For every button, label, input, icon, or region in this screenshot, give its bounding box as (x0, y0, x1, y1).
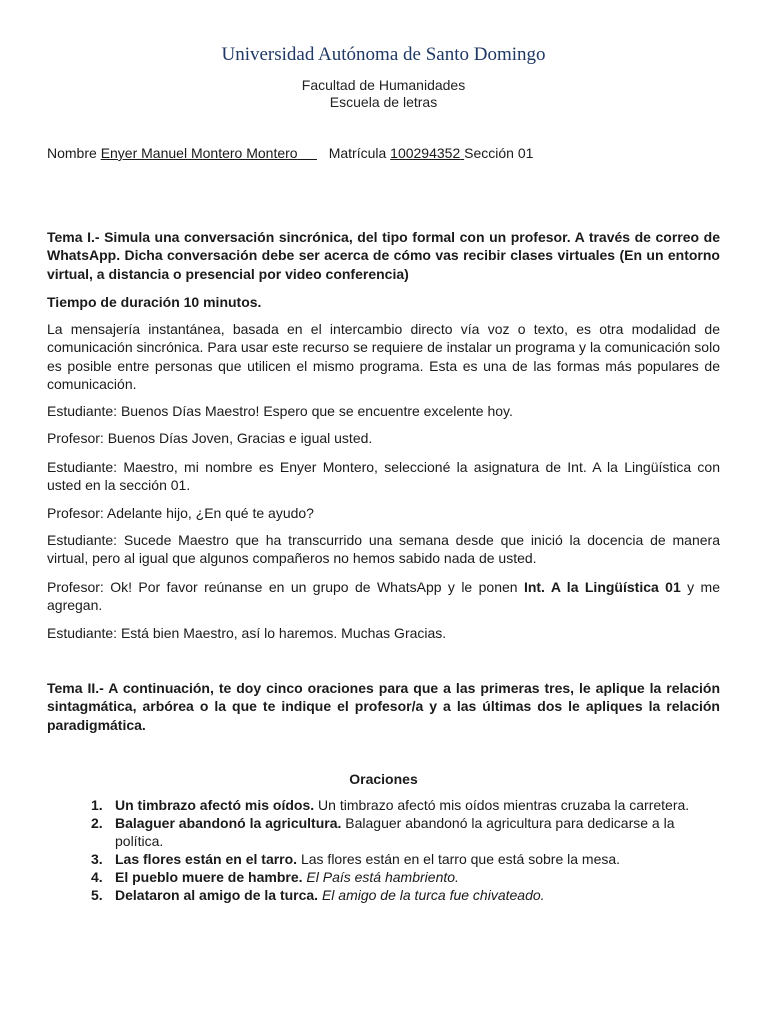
student-info-line (47, 145, 720, 161)
list-item: 5. Delataron al amigo de la turca. El amigo de la turca fue chivateado. (91, 886, 545, 903)
sentence-list (47, 797, 720, 905)
matricula-value: 100294352 (390, 145, 461, 161)
section-text: Sección 01 (464, 145, 534, 161)
matricula-label: Matrícula (328, 145, 387, 161)
duration-text: Tiempo de duración 10 minutos. (47, 294, 262, 310)
tema1-heading: Tema I.- Simula una conversación sincrónica, del tipo formal con un profesor. A través de correo de WhatsApp. Dicha conversación debe ser acerca de cómo vas recibir clases virtuales (En un entorno virtual, a distancia o presencial por video conferencia) (47, 229, 720, 282)
list-item: 1. Un timbrazo afectó mis oídos. Un timbrazo afectó mis oídos mientras cruzaba la carretera. (91, 797, 690, 813)
dialogue-line: Profesor: Buenos Días Joven, Gracias e igual usted. (47, 430, 373, 446)
group-name-bold: Int. A la Lingüística 01 (523, 579, 681, 595)
list-item: 3. Las flores están en el tarro. Las flores están en el tarro que está sobre la mesa. (91, 850, 621, 867)
dialogue-line: Estudiante: Maestro, mi nombre es Enyer Montero, seleccioné la asignatura de Int. A la Lingüística con usted en la sección 01. (47, 459, 720, 494)
dialogue-line: Profesor: Adelante hijo, ¿En qué te ayudo? (47, 505, 314, 521)
intro-paragraph: La mensajería instantánea, basada en el intercambio directo vía voz o texto, es otra modalidad de comunicación sincrónica. Para usar este recurso se requiere de instalar un programa y la comunicación solo es posible entre personas que utilicen el mismo programa. Esta es una de las formas más populares de comunicación. (47, 321, 720, 393)
university-title: Universidad Autónoma de Santo Domingo (221, 44, 546, 65)
dialogue-line: Estudiante: Buenos Días Maestro! Espero que se encuentre excelente hoy. (47, 403, 513, 419)
faculty-name: Facultad de Humanidades (301, 77, 466, 93)
dialogue-line: Estudiante: Sucede Maestro que ha transcurrido una semana desde que inició la docencia de manera virtual, pero al igual que algunos compañeros no hemos sabido nada de usted. (47, 532, 720, 567)
dialogue-line: Estudiante: Está bien Maestro, así lo haremos. Muchas Gracias. (47, 625, 447, 641)
tema2-heading: Tema II.- A continuación, te doy cinco oraciones para que a las primeras tres, le aplique la relación sintagmática, arbórea o la que te indique el profesor/a y a las últimas dos le apliques la relación paradigmática. (47, 680, 720, 733)
oraciones-title: Oraciones (349, 771, 418, 787)
list-item: 4. El pueblo muere de hambre. El País está hambriento. (91, 868, 459, 885)
school-name: Escuela de letras (329, 94, 438, 110)
list-item: 2. Balaguer abandonó la agricultura. Balaguer abandonó la agricultura para dedicarse a la política. (91, 814, 675, 849)
name-value: Enyer Manuel Montero Montero (100, 145, 298, 161)
dialogue-line: Profesor: Ok! Por favor reúnanse en un grupo de WhatsApp y le ponen Int. A la Lingüística 01 y me agregan. (47, 579, 720, 614)
name-label: Nombre (47, 145, 97, 161)
